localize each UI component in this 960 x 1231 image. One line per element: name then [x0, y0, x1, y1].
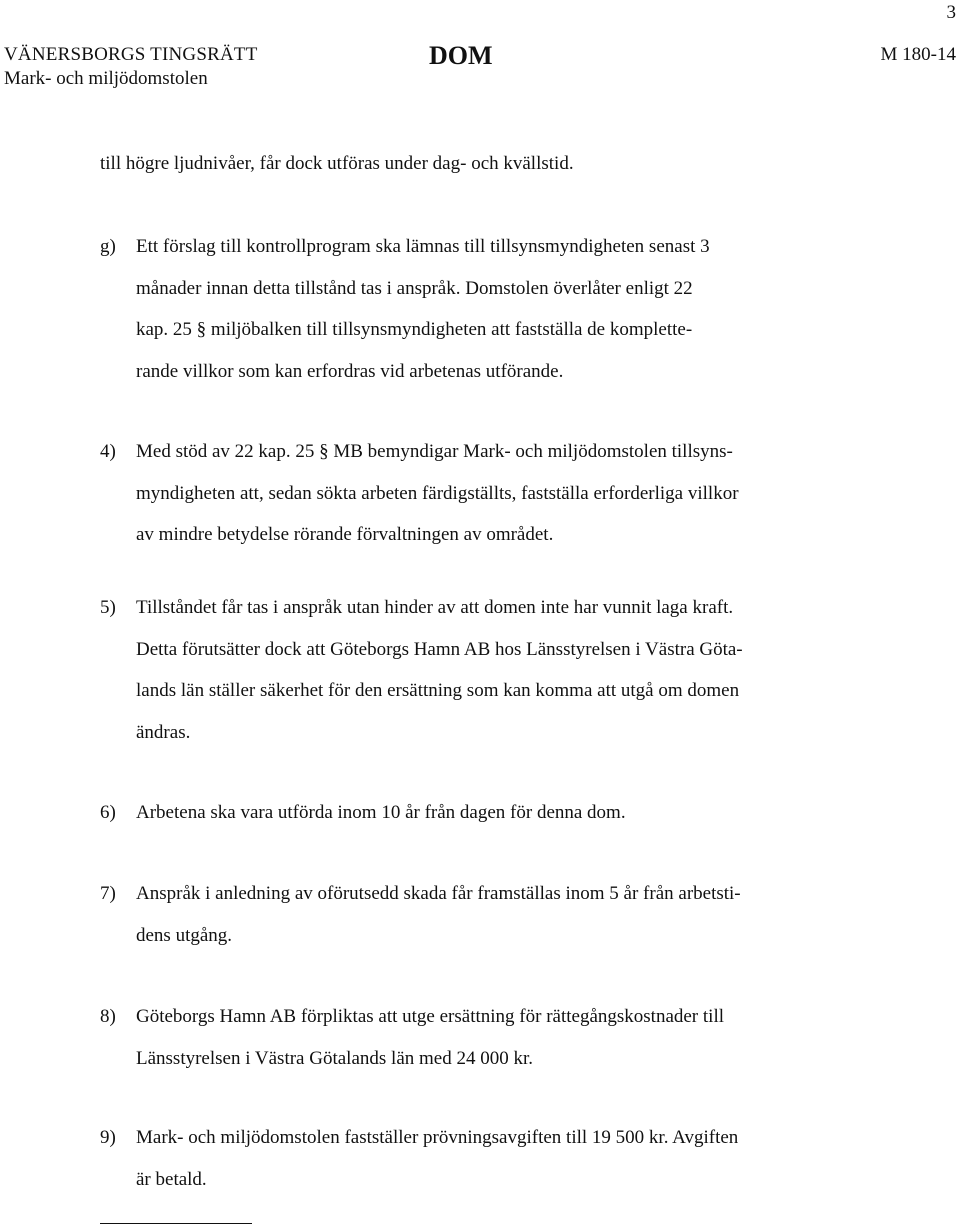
- case-number: M 180-14: [880, 44, 956, 65]
- document-type: DOM: [429, 41, 493, 70]
- clause-label: 5): [100, 597, 116, 618]
- clause-text: [136, 996, 900, 1079]
- clause-line: Med stöd av 22 kap. 25 § MB bemyndigar Mark- och miljödomstolen tillsyns-: [136, 441, 733, 462]
- clause-line: Mark- och miljödomstolen fastställer prövningsavgiften till 19 500 kr. Avgiften: [136, 1127, 739, 1148]
- clause-text: [136, 873, 900, 956]
- clause-label: 8): [100, 1006, 116, 1027]
- clause-line: Anspråk i anledning av oförutsedd skada får framställas inom 5 år från arbetsti-: [136, 883, 741, 904]
- clause-line: ändras.: [136, 721, 191, 743]
- clause-label: 7): [100, 883, 116, 904]
- clause-label: 9): [100, 1127, 116, 1148]
- clause-text: [136, 587, 900, 753]
- clause-line: är betald.: [136, 1168, 207, 1190]
- continuation-paragraph: till högre ljudnivåer, får dock utföras under dag- och kvällstid.: [100, 153, 574, 174]
- court-name: VÄNERSBORGS TINGSRÄTT: [4, 44, 258, 65]
- page-number: 3: [946, 2, 956, 23]
- clause-label: 6): [100, 802, 116, 823]
- clause-label: 4): [100, 441, 116, 462]
- clause-line: Ett förslag till kontrollprogram ska lämnas till tillsynsmyndigheten senast 3: [136, 236, 710, 257]
- document-header: [4, 41, 956, 94]
- clause-label: g): [100, 236, 116, 257]
- clause-line: Länsstyrelsen i Västra Götalands län med 24 000 kr.: [136, 1047, 533, 1069]
- clause-line: månader innan detta tillstånd tas i anspråk. Domstolen överlåter enligt 22: [136, 277, 693, 299]
- clause-line: kap. 25 § miljöbalken till tillsynsmyndigheten att fastställa de komplette-: [136, 319, 693, 340]
- clause-line: myndigheten att, sedan sökta arbeten färdigställts, fastställa erforderliga villkor: [136, 482, 739, 504]
- clause-text: [136, 1117, 900, 1200]
- clause-text: [136, 226, 900, 392]
- clause-line: Tillståndet får tas i anspråk utan hinder av att domen inte har vunnit laga kraft.: [136, 597, 734, 618]
- clause-line: Detta förutsätter dock att Göteborgs Hamn AB hos Länsstyrelsen i Västra Göta-: [136, 638, 743, 660]
- clause-line: rande villkor som kan erfordras vid arbetenas utförande.: [136, 360, 564, 382]
- clause-line: lands län ställer säkerhet för den ersättning som kan komma att utgå om domen: [136, 680, 740, 701]
- clause-text: [136, 431, 900, 556]
- clause-line: Arbetena ska vara utförda inom 10 år från dagen för denna dom.: [136, 802, 626, 823]
- court-division: Mark- och miljödomstolen: [4, 68, 208, 89]
- footnote-divider: [100, 1223, 252, 1224]
- clause-line: av mindre betydelse rörande förvaltningen av området.: [136, 524, 554, 545]
- clause-line: dens utgång.: [136, 924, 233, 946]
- clause-text: [136, 792, 900, 834]
- clause-line: Göteborgs Hamn AB förpliktas att utge ersättning för rättegångskostnader till: [136, 1006, 724, 1027]
